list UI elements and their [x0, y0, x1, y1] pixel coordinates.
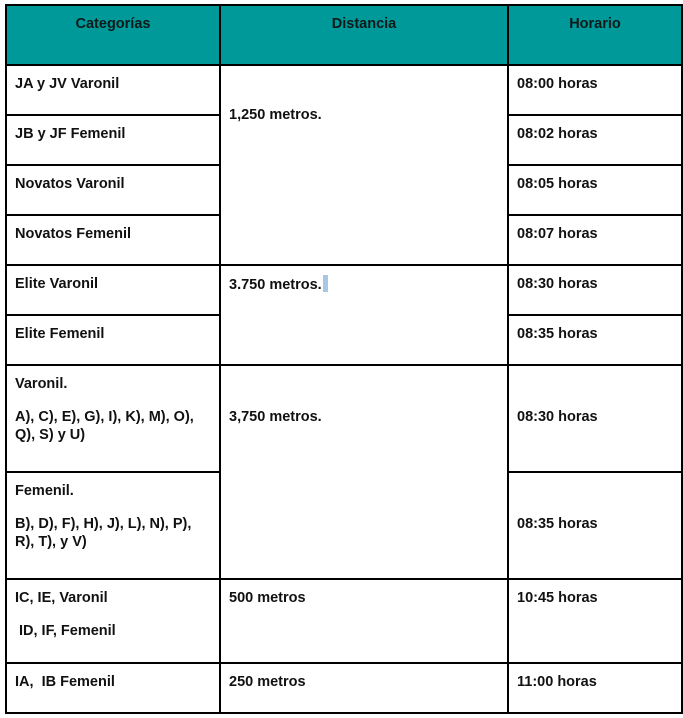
category-cell[interactable] — [6, 579, 220, 663]
time-cell[interactable]: 08:02 horas — [508, 115, 682, 165]
category-cell[interactable]: Elite Varonil — [6, 265, 220, 315]
distance-cell[interactable]: 3,750 metros. — [220, 365, 508, 579]
category-cell[interactable]: Elite Femenil — [6, 315, 220, 365]
time-cell[interactable]: 08:30 horas — [508, 265, 682, 315]
category-title: Varonil. — [15, 376, 68, 392]
header-categories: Categorías — [6, 5, 220, 65]
distance-cell[interactable]: 500 metros — [220, 579, 508, 663]
header-row — [6, 5, 682, 65]
time-cell[interactable]: 08:35 horas — [508, 315, 682, 365]
category-line: ID, IF, Femenil — [19, 623, 116, 639]
header-schedule: Horario — [508, 5, 682, 65]
distance-cell[interactable]: 250 metros — [220, 663, 508, 713]
distance-text: 3.750 metros. — [229, 277, 322, 293]
category-cell[interactable]: Novatos Femenil — [6, 215, 220, 265]
distance-cell[interactable]: 1,250 metros. — [220, 65, 508, 265]
header-distance: Distancia — [220, 5, 508, 65]
category-cell[interactable]: JB y JF Femenil — [6, 115, 220, 165]
category-cell[interactable]: IA, IB Femenil — [6, 663, 220, 713]
category-cell[interactable] — [6, 472, 220, 579]
category-line: IC, IE, Varonil — [15, 590, 108, 606]
category-title: Femenil. — [15, 483, 74, 499]
category-detail: B), D), F), H), J), L), N), P), R), T), y V) — [15, 516, 192, 550]
schedule-table — [5, 4, 683, 714]
table-row — [6, 65, 682, 115]
table-row — [6, 579, 682, 663]
time-cell[interactable]: 08:05 horas — [508, 165, 682, 215]
category-cell[interactable]: Novatos Varonil — [6, 165, 220, 215]
table-row — [6, 663, 682, 713]
table-row — [6, 265, 682, 315]
time-cell[interactable]: 08:07 horas — [508, 215, 682, 265]
distance-cell[interactable] — [220, 265, 508, 365]
time-cell[interactable]: 08:35 horas — [508, 472, 682, 579]
table-row — [6, 365, 682, 472]
time-cell[interactable]: 10:45 horas — [508, 579, 682, 663]
time-cell[interactable]: 08:30 horas — [508, 365, 682, 472]
text-cursor-selection — [323, 275, 328, 292]
category-cell[interactable]: JA y JV Varonil — [6, 65, 220, 115]
time-cell[interactable]: 11:00 horas — [508, 663, 682, 713]
category-detail: A), C), E), G), I), K), M), O), Q), S) y U) — [15, 409, 194, 443]
category-cell[interactable] — [6, 365, 220, 472]
time-cell[interactable]: 08:00 horas — [508, 65, 682, 115]
